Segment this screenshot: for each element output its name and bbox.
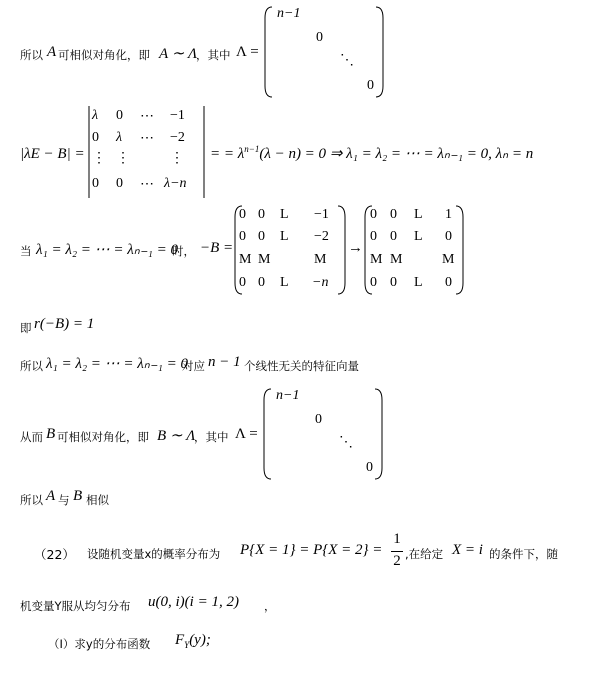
matrix-entry: 0 [258, 229, 265, 244]
matrix-entry: 0 [390, 207, 397, 222]
text-shi: 时， [172, 244, 195, 258]
text-dang: 当 [20, 244, 32, 258]
matrix-entry: n−1 [276, 388, 300, 403]
F-subscript: Y [184, 640, 190, 650]
det-entry: λ [116, 130, 123, 145]
text-diag-2: 可相似对角化，即 [57, 430, 149, 444]
text-suoyi-3: 所以 [20, 493, 43, 507]
probability-equation: P{X = 1} = P{X = 2} = [240, 542, 383, 558]
problem-text-1: 设随机变量x的概率分布为 [87, 547, 221, 561]
matrix-entry: L [280, 207, 289, 222]
det-entry: 0 [92, 130, 99, 145]
matrix-entry: 0 [366, 460, 373, 475]
fraction-denominator: 2 [393, 553, 401, 569]
matrix-entry: 0 [370, 207, 377, 222]
text-diag-1: 可相似对角化，即 [58, 48, 150, 62]
matrix-entry: L [414, 275, 423, 290]
matrix-entry: 0 [239, 275, 246, 290]
problem-text-2: ,在给定 [405, 547, 444, 561]
det-entry: ⋯ [140, 131, 154, 146]
matrix-entry: 0 [258, 275, 265, 290]
matrix-entry: L [414, 207, 423, 222]
matrix-entry: 0 [390, 275, 397, 290]
matrix-entry: 0 [258, 207, 265, 222]
symbol-B-2: B [73, 488, 83, 504]
diag-matrix-1 [264, 4, 384, 100]
det-entry: −1 [170, 108, 185, 123]
matrix-entry: n−1 [277, 6, 301, 21]
matrix-entry: ⋱ [339, 435, 353, 450]
det-entry: ⋮ [116, 151, 130, 166]
matrix-entry: 1 [445, 207, 452, 222]
text-ji: 即 [20, 321, 32, 335]
text-duiying: 对应 [182, 359, 205, 373]
problem-line2-text: 机变量Y服从均匀分布 [20, 599, 131, 613]
row-reduce-arrow: → [348, 240, 363, 256]
text-yu: 与 [58, 493, 70, 507]
F-argument: (y); [189, 632, 211, 648]
det-entry: ⋮ [170, 151, 184, 166]
matrix-entry: 0 [239, 207, 246, 222]
negB-equals: −B = [200, 240, 234, 256]
uniform-distribution: u(0, i)(i = 1, 2) [148, 594, 239, 610]
matrix-entry: −n [312, 275, 329, 290]
matrix-entry: ⋱ [340, 53, 354, 68]
F-symbol: F [175, 632, 185, 648]
matrix-entry: L [280, 229, 289, 244]
similar-relation-2: B ∼ Λ [157, 428, 196, 444]
diag-matrix-2 [263, 386, 383, 482]
matrix-entry: L [280, 275, 289, 290]
matrix-entry: M [370, 252, 383, 267]
matrix-entry: 0 [367, 78, 374, 93]
text-qizhong-2: ，其中 [194, 430, 229, 444]
det-entry: ⋯ [140, 109, 154, 124]
determinant [88, 104, 206, 200]
condition-X-i: X = i [452, 542, 483, 558]
eigen-zero: λ₁ = λ₂ = ⋯ = λₙ₋₁ = 0 [46, 356, 189, 372]
char-poly-rhs [210, 144, 533, 163]
rhs-rest: (λ − n) = 0 ⇒ λ₁ = λ₂ = ⋯ = λₙ₋₁ = 0, λₙ = n [259, 146, 534, 162]
det-entry: λ [92, 108, 99, 123]
text-xiangsi: 相似 [86, 493, 109, 507]
matrix-entry: 0 [445, 229, 452, 244]
problem-number: （22） [34, 547, 75, 562]
lambda-equals-2: Λ = [235, 426, 258, 442]
matrix-negB [234, 204, 346, 296]
det-entry: λ−n [164, 176, 187, 191]
matrix-entry: 0 [315, 412, 322, 427]
matrix-brackets-negB [234, 204, 346, 296]
matrix-entry: 0 [370, 275, 377, 290]
matrix-entry: 0 [390, 229, 397, 244]
lambda-equals-1: Λ = [236, 44, 259, 60]
matrix-entry: 0 [370, 229, 377, 244]
text-eigenvectors: 个线性无关的特征向量 [244, 359, 359, 373]
symbol-A: A [47, 44, 57, 60]
matrix-entry: M [239, 252, 252, 267]
symbol-A-2: A [46, 488, 56, 504]
text-qizhong-1: ，其中 [196, 48, 231, 62]
det-entry: 0 [92, 176, 99, 191]
text-congEr: 从而 [20, 430, 43, 444]
matrix-entry: 0 [316, 30, 323, 45]
rhs-exponent: n−1 [244, 144, 260, 154]
det-entry: ⋯ [140, 177, 154, 192]
matrix-entry: M [390, 252, 403, 267]
problem-text-3: 的条件下，随 [489, 547, 558, 561]
problem-line2-comma: ， [264, 599, 276, 613]
det-entry: −2 [170, 130, 185, 145]
fraction-bar [391, 551, 403, 552]
matrix-entry: 0 [239, 229, 246, 244]
matrix-reduced [364, 204, 464, 296]
text-suoyi-2: 所以 [20, 359, 43, 373]
eigen-condition: λ₁ = λ₂ = ⋯ = λₙ₋₁ = 0 [36, 242, 179, 258]
matrix-entry: M [442, 252, 455, 267]
matrix-entry: M [258, 252, 271, 267]
fraction-numerator: 1 [393, 531, 401, 547]
char-poly-lhs: |λE − B| = [20, 146, 85, 162]
rank-equation: r(−B) = 1 [34, 316, 95, 332]
matrix-entry: L [414, 229, 423, 244]
question-1-text: （Ⅰ）求y的分布函数 [48, 637, 151, 651]
matrix-entry: 0 [445, 275, 452, 290]
det-entry: ⋮ [92, 151, 106, 166]
det-entry: 0 [116, 176, 123, 191]
matrix-entry: −1 [314, 207, 329, 222]
symbol-B: B [46, 426, 56, 442]
similar-relation-1: A ∼ Λ [159, 46, 198, 62]
rhs-start: = = λ [210, 146, 245, 162]
matrix-entry: M [314, 252, 327, 267]
n-minus-1: n − 1 [208, 354, 241, 370]
text-suoyi-1: 所以 [20, 48, 43, 62]
matrix-entry: −2 [314, 229, 329, 244]
det-entry: 0 [116, 108, 123, 123]
distribution-function [175, 632, 211, 650]
